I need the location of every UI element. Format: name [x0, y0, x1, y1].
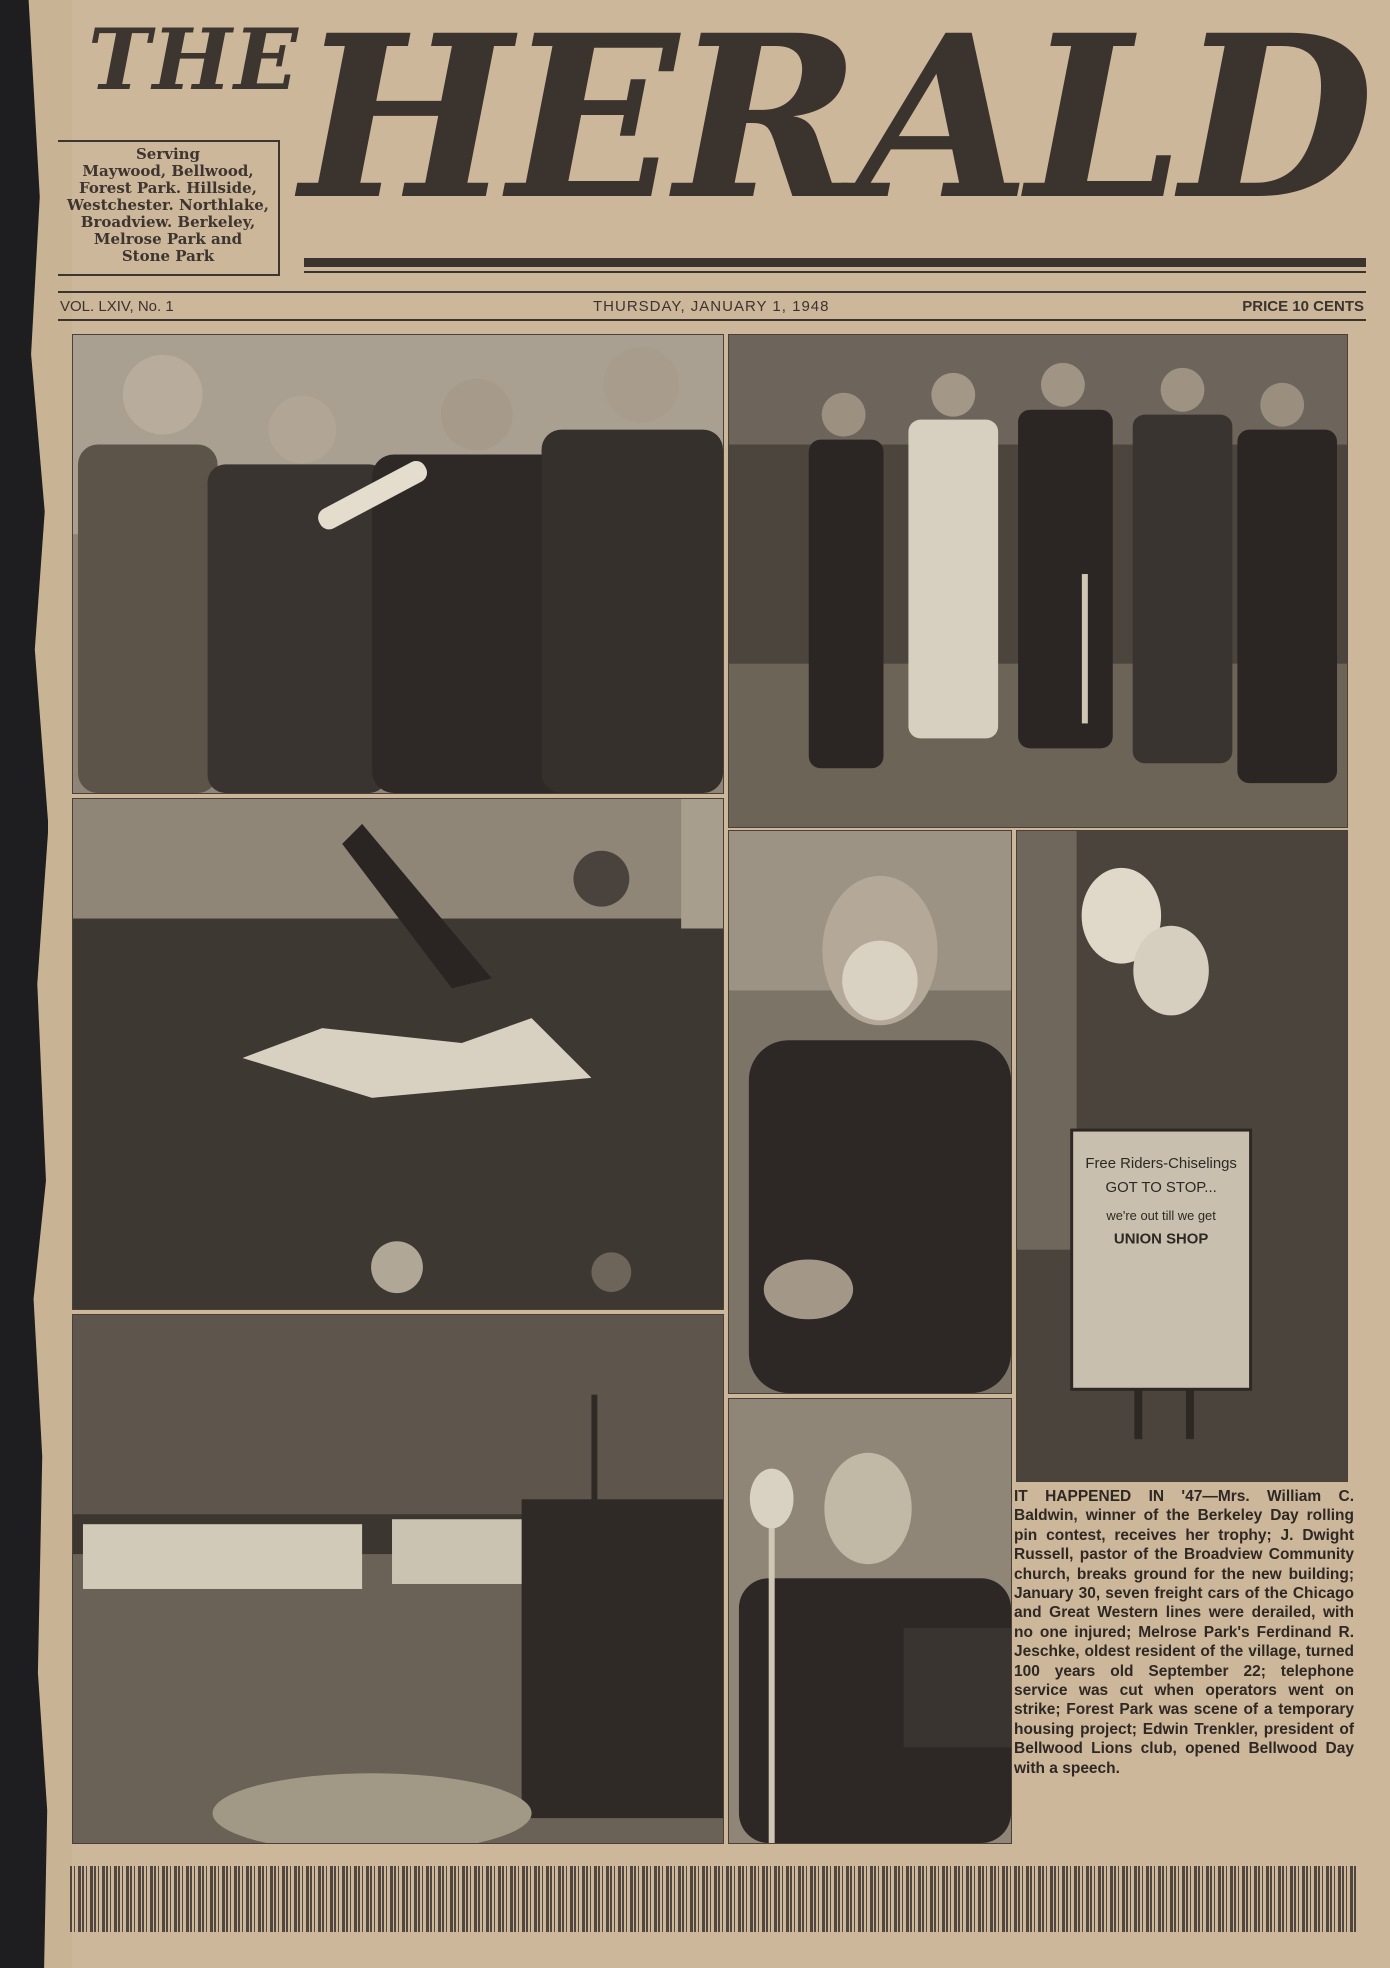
dateline	[58, 291, 1366, 321]
serving-line: Stone Park	[121, 247, 215, 265]
serving-box	[58, 140, 280, 276]
masthead-rule	[304, 258, 1366, 267]
masthead-rule-thin	[304, 271, 1366, 273]
price: PRICE 10 CENTS	[1242, 298, 1364, 315]
photo-temporary-housing	[72, 1314, 724, 1844]
caption-body: Mrs. William C. Baldwin, winner of the Berkeley Day rolling pin contest, receives her trophy; J. Dwight Russell, pastor of the Broadview Community church, breaks ground for the new building; January 30, seven freight cars of the Chicago and Great Western lines were derailed, with no one injured; Melrose Park's Ferdinand R. Jeschke, oldest resident of the village, turned 100 years old September 22; telephone service was cut when operators went on strike; Forest Park was scene of a temporary housing project; Edwin Trenkler, president of Bellwood Lions club, opened Bellwood Day with a speech.	[1014, 1488, 1355, 1777]
photo-caption	[1014, 1487, 1354, 1778]
sign-line-3: we're out till we get	[1106, 1207, 1216, 1223]
masthead-title: HERALD	[300, 0, 1371, 249]
sign-line-1: Free Riders-Chiselings	[1085, 1154, 1237, 1172]
serving-line: Westchester. Northlake,	[66, 196, 270, 214]
serving-line: Melrose Park and	[93, 230, 243, 248]
serving-line: Forest Park. Hillside,	[79, 179, 257, 197]
photo-centenarian	[728, 830, 1012, 1394]
scan-strip	[70, 1866, 1356, 1932]
serving-line: Broadview. Berkeley,	[80, 213, 256, 231]
sign-line-4: UNION SHOP	[1113, 1230, 1209, 1248]
photo-lions-club-speaker	[728, 1398, 1012, 1844]
photo-train-derailment	[72, 798, 724, 1310]
serving-line: Serving	[135, 145, 201, 163]
volume-number: VOL. LXIV, No. 1	[60, 298, 174, 315]
photo-groundbreaking	[728, 334, 1348, 828]
masthead-the: THE	[88, 10, 300, 109]
sign-line-2: GOT TO STOP...	[1105, 1178, 1217, 1196]
caption-lead: IT HAPPENED IN '47—	[1014, 1488, 1218, 1505]
issue-date: THURSDAY, JANUARY 1, 1948	[593, 298, 830, 315]
serving-line: Maywood, Bellwood,	[82, 162, 254, 180]
photo-telephone-strike	[1016, 830, 1348, 1482]
photo-rolling-pin-trophy	[72, 334, 724, 794]
